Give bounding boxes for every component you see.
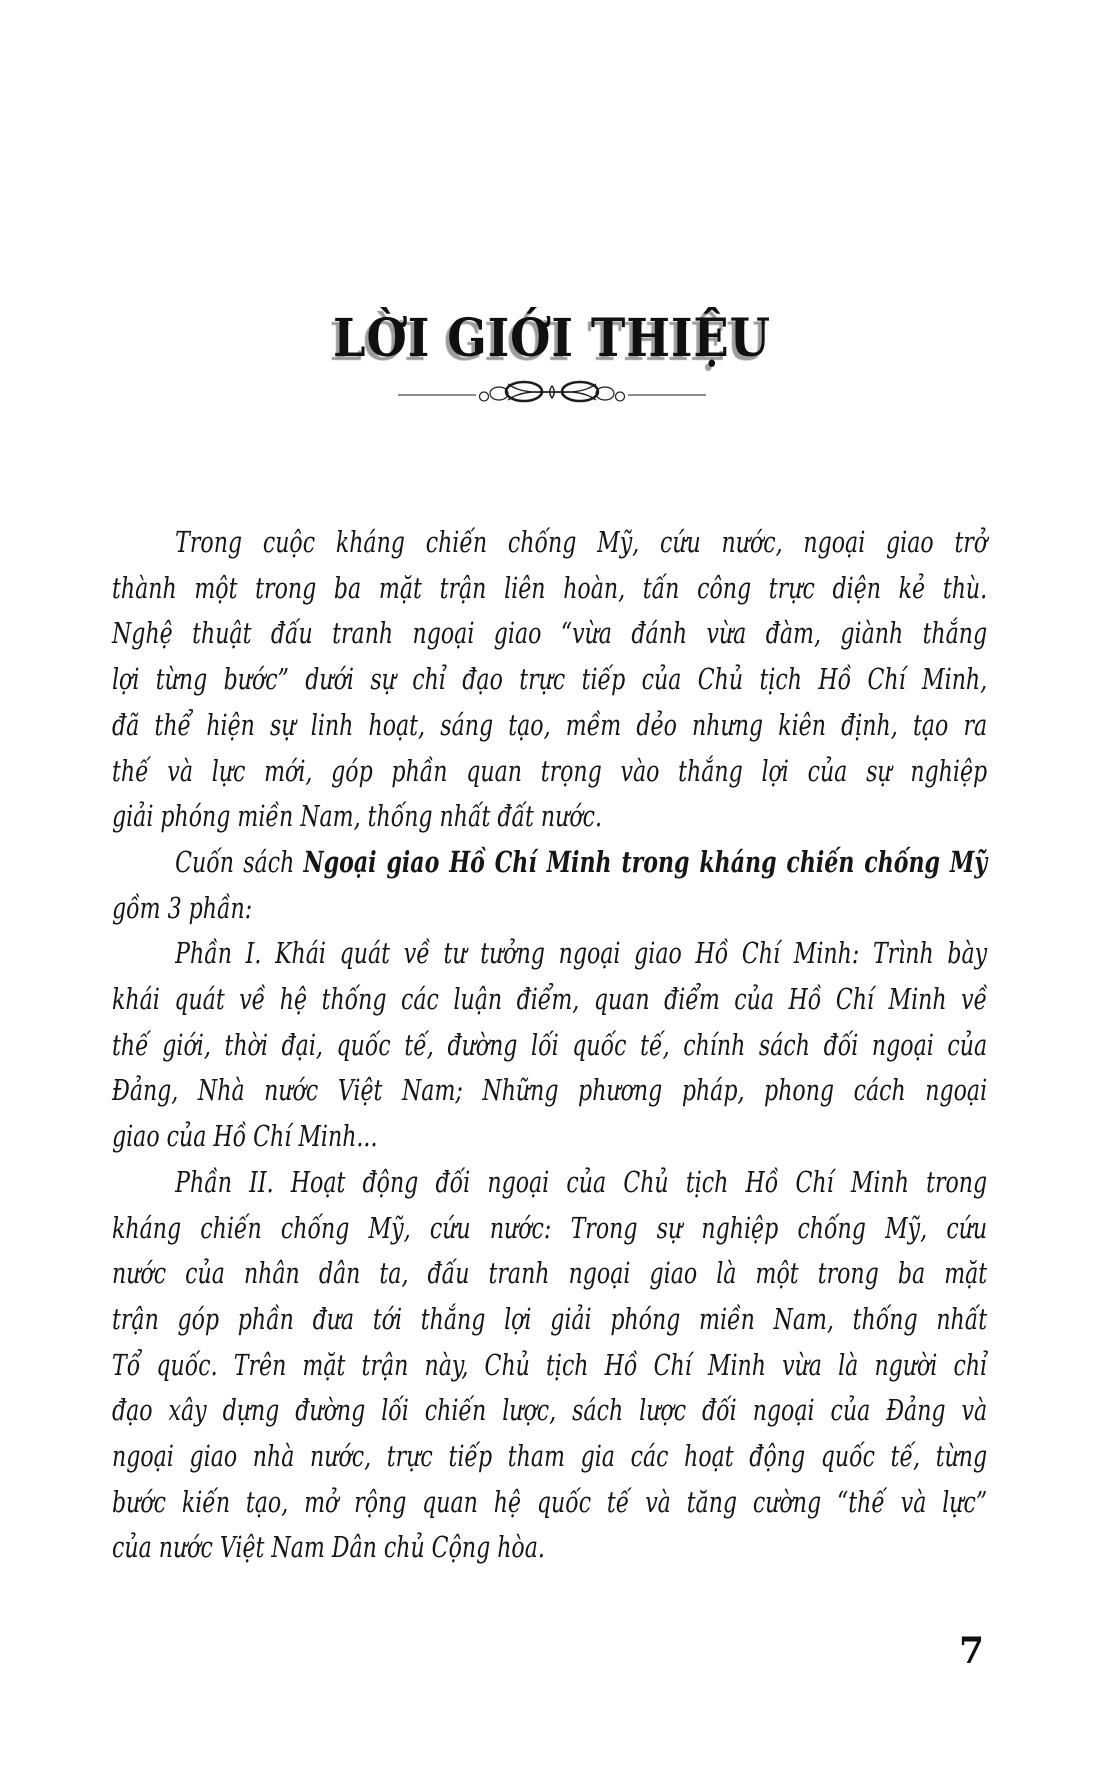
text-line: thế và lực mới, góp phần quan trọng vào thắng lợi của sự nghiệp [112, 753, 988, 788]
text-line: giao của Hồ Chí Minh... [112, 1119, 378, 1154]
text-line: khái quát về hệ thống các luận điểm, quan điểm của Hồ Chí Minh về [112, 982, 988, 1017]
text-line: kháng chiến chống Mỹ, cứu nước: Trong sự nghiệp chống Mỹ, cứu [112, 1210, 988, 1245]
text-line: Nghệ thuật đấu tranh ngoại giao “vừa đánh vừa đàm, giành thắng [112, 616, 988, 651]
text-line: bước kiến tạo, mở rộng quan hệ quốc tế và tăng cường “thế và lực” [112, 1484, 988, 1519]
text-line: giải phóng miền Nam, thống nhất đất nước. [112, 799, 603, 834]
text-line: Phần I. Khái quát về tư tưởng ngoại giao Hồ Chí Minh: Trình bày [175, 936, 988, 971]
paragraph-2 [112, 840, 987, 931]
text-line: thành một trong ba mặt trận liên hoàn, tấn công trực diện kẻ thù. [112, 570, 988, 605]
text-line: Tổ quốc. Trên mặt trận này, Chủ tịch Hồ Chí Minh vừa là người chỉ [112, 1347, 988, 1382]
text-line: của nước Việt Nam Dân chủ Cộng hòa. [112, 1530, 545, 1565]
paragraph-3 [112, 931, 987, 1160]
text-line: đạo xây dựng đường lối chiến lược, sách lược đối ngoại của Đảng và [112, 1393, 988, 1428]
text-line: Phần II. Hoạt động đối ngoại của Chủ tịch Hồ Chí Minh trong [175, 1164, 988, 1199]
text-line: trận góp phần đưa tới thắng lợi giải phóng miền Nam, thống nhất [112, 1301, 988, 1336]
text-line: gồm 3 phần: [112, 890, 253, 925]
text-line: nước của nhân dân ta, đấu tranh ngoại giao là một trong ba mặt [112, 1256, 988, 1291]
flourish-icon [396, 378, 708, 408]
text-line [112, 840, 987, 886]
page-number: 7 [958, 1630, 984, 1672]
chapter-title-row [0, 308, 1103, 369]
text-line: Trong cuộc kháng chiến chống Mỹ, cứu nước, ngoại giao trở [175, 525, 988, 559]
book-title-text: Ngoại giao Hồ Chí Minh trong kháng chiến chống Mỹ [303, 844, 988, 879]
text-line: lợi từng bước” dưới sự chỉ đạo trực tiếp của Chủ tịch Hồ Chí Minh, [112, 662, 988, 697]
paragraph-4 [112, 1160, 987, 1571]
text-line: đã thể hiện sự linh hoạt, sáng tạo, mềm dẻo nhưng kiên định, tạo ra [112, 707, 988, 742]
body-text-block [112, 520, 987, 1571]
text-line: ngoại giao nhà nước, trực tiếp tham gia các hoạt động quốc tế, từng [112, 1439, 988, 1474]
text-line: thế giới, thời đại, quốc tế, đường lối quốc tế, chính sách đối ngoại của [112, 1027, 988, 1062]
text-line: Đảng, Nhà nước Việt Nam; Những phương pháp, phong cách ngoại [112, 1073, 988, 1108]
ornament-divider [0, 378, 1103, 412]
text-segment: Cuốn sách [175, 844, 304, 879]
page-title: LỜI GIỚI THIỆU [332, 308, 771, 369]
paragraph-1 [112, 520, 987, 840]
